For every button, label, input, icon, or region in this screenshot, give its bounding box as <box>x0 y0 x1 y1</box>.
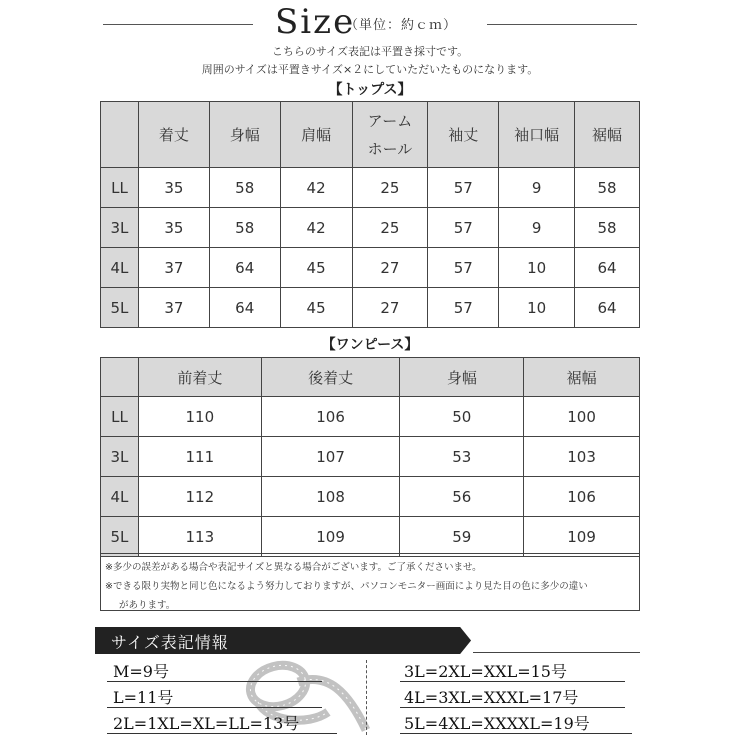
table-cell: 110 <box>138 397 261 437</box>
table-cell: 64 <box>209 248 280 288</box>
remark-color-cont: があります。 <box>119 600 176 611</box>
column-header: 袖口幅 <box>499 102 575 168</box>
column-header: 肩幅 <box>280 102 352 168</box>
table-cell: 35 <box>138 168 209 208</box>
table-cell: 57 <box>428 168 499 208</box>
row-header: 5L <box>101 517 139 557</box>
table-cell: 58 <box>209 208 280 248</box>
table-cell: 45 <box>280 288 352 328</box>
table-cell: 53 <box>400 437 524 477</box>
table-cell: 27 <box>352 288 428 328</box>
remarks-box <box>100 553 640 611</box>
table-cell: 35 <box>138 208 209 248</box>
table-row <box>101 477 640 517</box>
size-equivalent: 3L=2XL=XXL=15号 <box>404 662 567 681</box>
table-cell: 111 <box>138 437 261 477</box>
header-line-left <box>103 24 253 25</box>
column-header: 着丈 <box>138 102 209 168</box>
page-title: Size <box>275 2 356 42</box>
tops-size-table <box>100 101 640 328</box>
corner-cell <box>101 102 139 168</box>
remark-color: ※できる限り実物と同じ色になるよう努力しておりますが、パソコンモニター画面により見た目の色に多少の違い <box>105 581 588 592</box>
column-header-line: ホール <box>367 139 413 158</box>
table-row <box>101 288 640 328</box>
table-cell: 45 <box>280 248 352 288</box>
table-cell: 107 <box>261 437 400 477</box>
onepiece-size-table <box>100 357 640 557</box>
table-cell: 37 <box>138 288 209 328</box>
row-underline <box>400 681 625 682</box>
table-cell: 57 <box>428 208 499 248</box>
header-line-right <box>487 24 637 25</box>
size-equivalent: 5L=4XL=XXXXL=19号 <box>404 714 590 733</box>
measurement-note: こちらのサイズ表記は平置き採寸です。 <box>271 45 469 58</box>
size-equivalent: M=9号 <box>113 662 169 681</box>
table-cell: 10 <box>499 248 575 288</box>
table-cell: 59 <box>400 517 524 557</box>
table-cell: 57 <box>428 288 499 328</box>
row-header: 4L <box>101 477 139 517</box>
row-header: LL <box>101 168 139 208</box>
row-underline <box>107 733 337 734</box>
table-cell: 108 <box>261 477 400 517</box>
table-cell: 25 <box>352 168 428 208</box>
table-row <box>101 248 640 288</box>
column-header-line: アーム <box>367 111 413 130</box>
table-cell: 64 <box>575 248 640 288</box>
table-cell: 58 <box>209 168 280 208</box>
table-cell: 106 <box>524 477 640 517</box>
tops-section-title: 【トップス】 <box>328 82 412 98</box>
table-cell: 42 <box>280 208 352 248</box>
table-cell: 58 <box>575 168 640 208</box>
banner-rule <box>473 652 640 653</box>
row-header: LL <box>101 397 139 437</box>
table-cell: 25 <box>352 208 428 248</box>
row-underline <box>107 707 322 708</box>
row-underline <box>107 681 322 682</box>
size-equivalent: 4L=3XL=XXXL=17号 <box>404 688 579 707</box>
column-header: 身幅 <box>400 358 524 397</box>
table-cell: 103 <box>524 437 640 477</box>
column-header: 袖丈 <box>428 102 499 168</box>
size-info-label: サイズ表記情報 <box>111 633 229 652</box>
size-equivalent: L=11号 <box>113 688 174 707</box>
column-header: 裾幅 <box>575 102 640 168</box>
table-cell: 64 <box>209 288 280 328</box>
size-equivalent: 2L=1XL=XL=LL=13号 <box>113 714 300 733</box>
size-info-divider <box>366 660 367 735</box>
table-cell: 27 <box>352 248 428 288</box>
table-row <box>101 208 640 248</box>
column-header <box>352 102 428 168</box>
size-info-banner <box>95 627 640 654</box>
table-cell: 106 <box>261 397 400 437</box>
corner-cell <box>101 358 139 397</box>
table-row <box>101 168 640 208</box>
table-cell: 57 <box>428 248 499 288</box>
table-cell: 109 <box>261 517 400 557</box>
row-header: 3L <box>101 437 139 477</box>
column-header: 後着丈 <box>261 358 400 397</box>
row-underline <box>400 733 632 734</box>
table-row <box>101 437 640 477</box>
row-underline <box>400 707 625 708</box>
table-header-row <box>101 102 640 168</box>
unit-label: （単位：約ｃｍ） <box>345 18 458 33</box>
table-header-row <box>101 358 640 397</box>
table-cell: 58 <box>575 208 640 248</box>
column-header: 前着丈 <box>138 358 261 397</box>
table-cell: 50 <box>400 397 524 437</box>
column-header: 身幅 <box>209 102 280 168</box>
table-row <box>101 397 640 437</box>
table-cell: 9 <box>499 168 575 208</box>
table-cell: 64 <box>575 288 640 328</box>
table-cell: 37 <box>138 248 209 288</box>
table-cell: 109 <box>524 517 640 557</box>
table-cell: 112 <box>138 477 261 517</box>
column-header: 裾幅 <box>524 358 640 397</box>
table-cell: 10 <box>499 288 575 328</box>
row-header: 5L <box>101 288 139 328</box>
table-row <box>101 517 640 557</box>
table-cell: 56 <box>400 477 524 517</box>
row-header: 4L <box>101 248 139 288</box>
circumference-note: 周囲のサイズは平置きサイズ×２にしていただいたものになります。 <box>201 63 539 76</box>
table-cell: 113 <box>138 517 261 557</box>
onepiece-section-title: 【ワンピース】 <box>321 337 419 353</box>
table-cell: 42 <box>280 168 352 208</box>
table-cell: 100 <box>524 397 640 437</box>
row-header: 3L <box>101 208 139 248</box>
remark-tolerance: ※多少の誤差がある場合や表記サイズと異なる場合がございます。ご了承くださいませ。 <box>105 562 482 573</box>
table-cell: 9 <box>499 208 575 248</box>
